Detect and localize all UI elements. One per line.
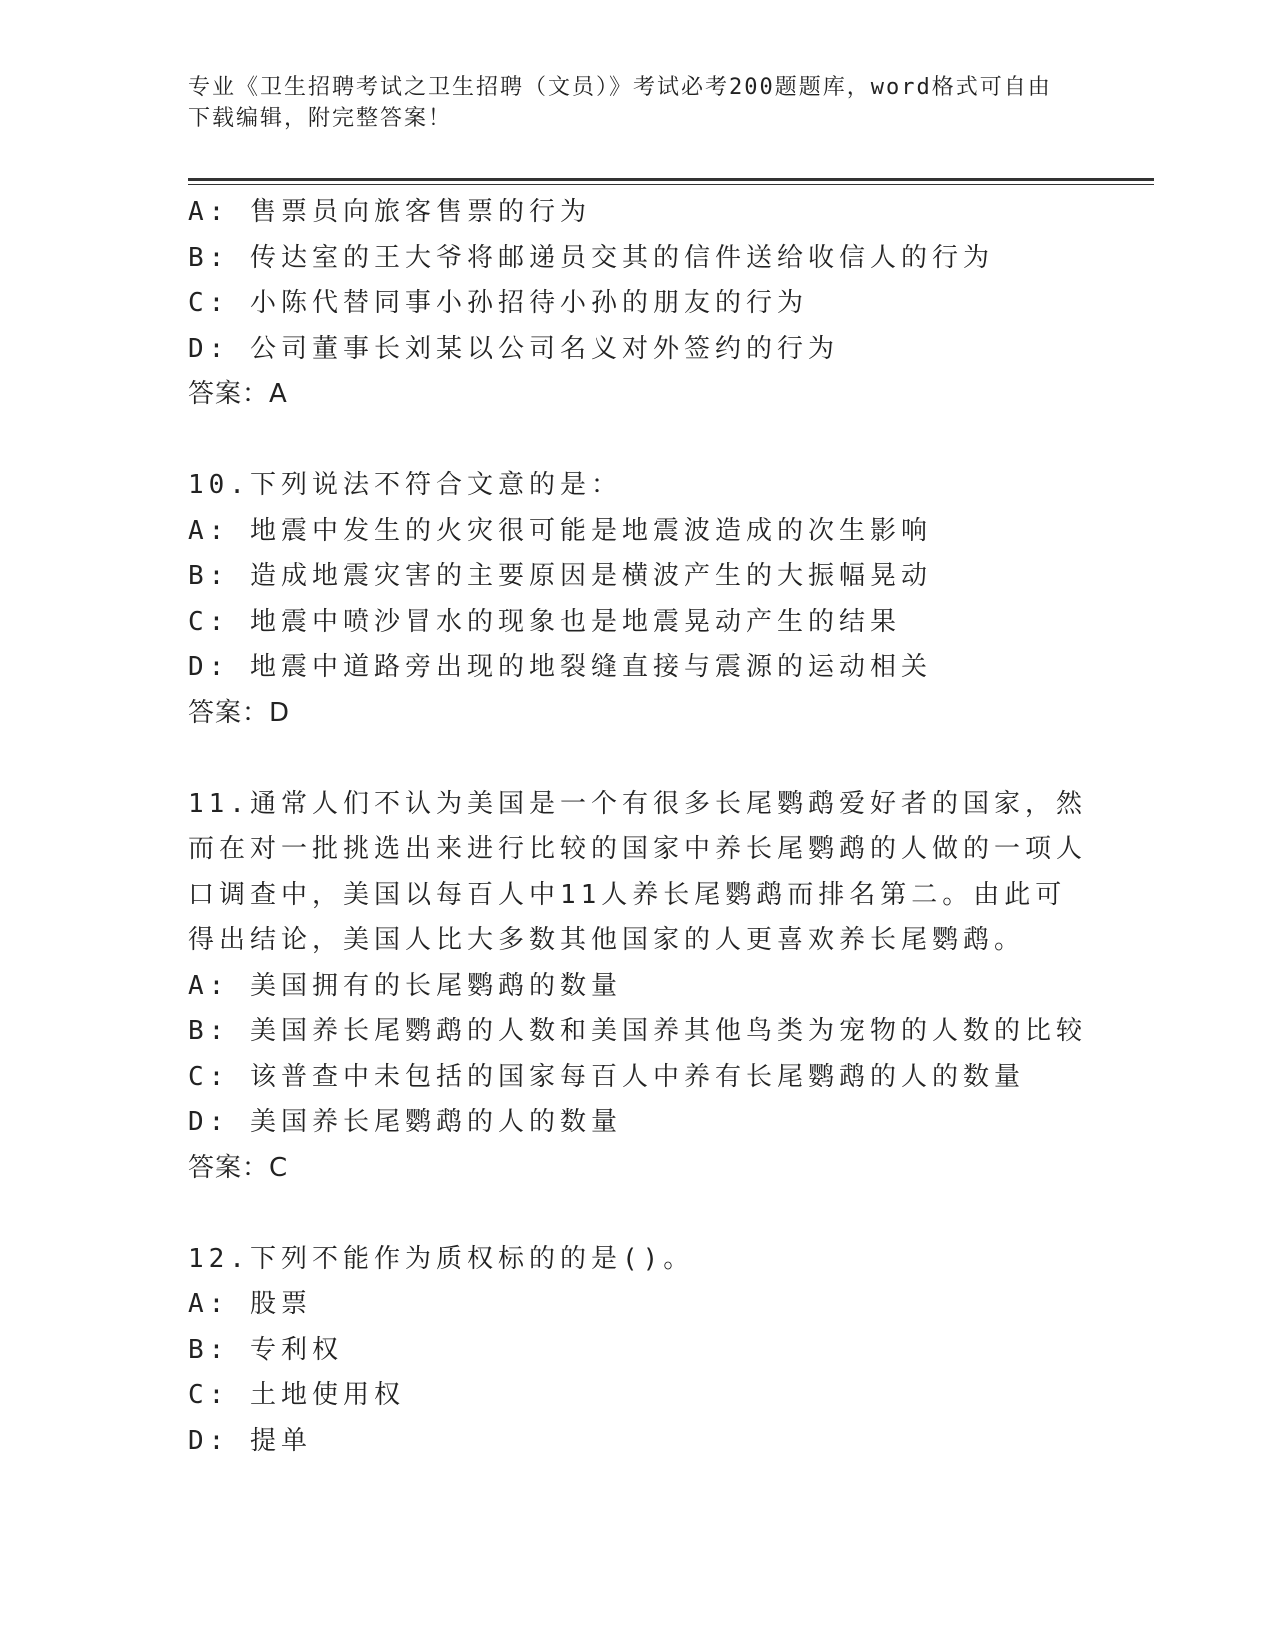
spacer (188, 736, 1088, 782)
header-divider-thick (188, 178, 1154, 181)
option-c: C: 土地使用权 (188, 1380, 405, 1410)
question-stem: 12.下列不能作为质权标的的是()。 (188, 1243, 695, 1274)
document-header: 专业《卫生招聘考试之卫生招聘（文员）》考试必考200题题库，word格式可自由下载编辑，附完整答案！ (188, 75, 1052, 131)
option-c: C: 该普查中未包括的国家每百人中养有长尾鹦鹉的人的数量 (188, 1061, 1025, 1092)
option-a: A: 售票员向旅客售票的行为 (188, 197, 591, 227)
option-a: A: 股票 (188, 1289, 312, 1319)
spacer (188, 1191, 1088, 1237)
option-b: B: 专利权 (188, 1334, 343, 1365)
option-d: D: 提单 (188, 1425, 312, 1456)
answer: 答案：D (188, 697, 291, 728)
question-list (188, 190, 1088, 1464)
option-b: B: 传达室的王大爷将邮递员交其的信件送给收信人的行为 (188, 242, 994, 273)
option-a: A: 美国拥有的长尾鹦鹉的数量 (188, 970, 622, 1001)
option-d: D: 地震中道路旁出现的地裂缝直接与震源的运动相关 (188, 652, 932, 682)
spacer (188, 418, 1088, 464)
option-c: C: 地震中喷沙冒水的现象也是地震晃动产生的结果 (188, 606, 901, 637)
question-11 (188, 782, 1088, 1192)
answer: 答案：A (188, 379, 288, 409)
question-10 (188, 463, 1088, 736)
answer: 答案：C (188, 1152, 289, 1183)
option-d: D: 美国养长尾鹦鹉的人的数量 (188, 1107, 622, 1137)
question-stem: 10.下列说法不符合文意的是： (188, 470, 622, 500)
option-d: D: 公司董事长刘某以公司名义对外签约的行为 (188, 333, 839, 364)
option-b: B: 美国养长尾鹦鹉的人数和美国养其他鸟类为宠物的人数的比较 (188, 1016, 1087, 1046)
question-9 (188, 190, 1088, 418)
header-divider-thin (188, 184, 1154, 185)
option-a: A: 地震中发生的火灾很可能是地震波造成的次生影响 (188, 515, 932, 546)
option-c: C: 小陈代替同事小孙招待小孙的朋友的行为 (188, 288, 808, 318)
question-12 (188, 1237, 1088, 1465)
question-stem: 11.通常人们不认为美国是一个有很多长尾鹦鹉爱好者的国家，然而在对一批挑选出来进行比较的国家中养长尾鹦鹉的人做的一项人口调查中，美国以每百人中11人养长尾鹦鹉而排名第二。由此可得出结论，美国人比大多数其他国家的人更喜欢养长尾鹦鹉。 (188, 788, 1088, 955)
option-b: B: 造成地震灾害的主要原因是横波产生的大振幅晃动 (188, 561, 932, 591)
